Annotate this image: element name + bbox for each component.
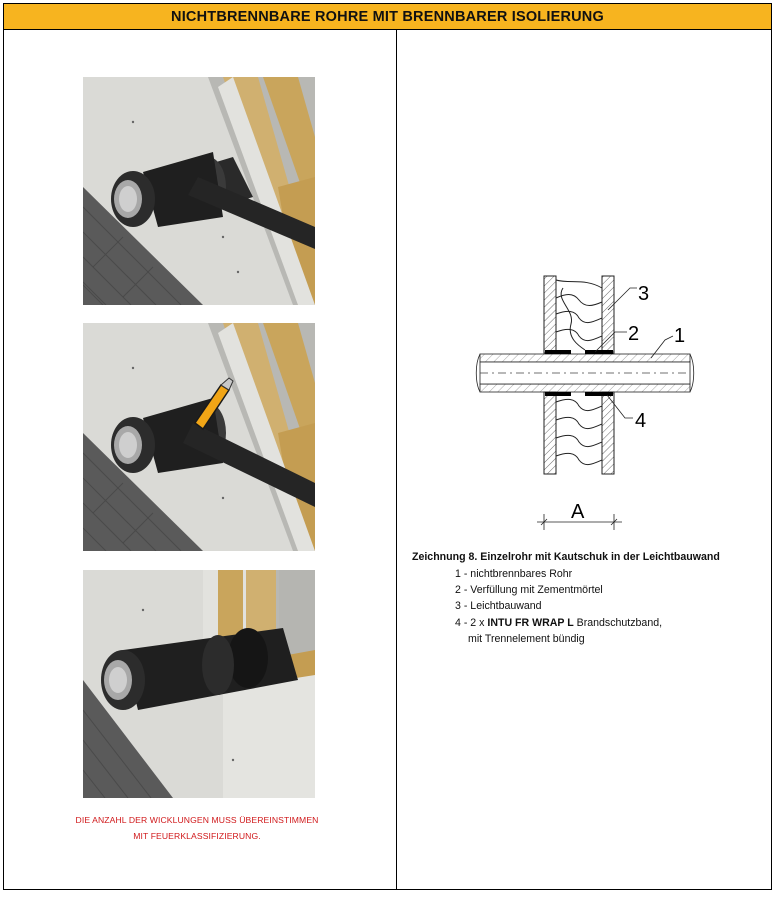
technical-drawing [475,270,715,540]
callout-4: 4 [635,410,647,432]
pipe-insulation-bottom [480,384,690,392]
insulation-bottom [556,399,602,464]
wrap-band-bottom-right [585,392,613,396]
wall-board-left-bottom [544,392,556,474]
callout-1: 1 [674,325,686,347]
pipe-insulation-top [480,354,690,362]
warning-note [30,812,364,844]
product-name: INTU FR WRAP L [487,616,574,629]
legend-item-4 [455,615,772,631]
dimension-label: A [571,501,585,523]
caption-title: Zeichnung 8. Einzelrohr mit Kautschuk in der Leichtbauwand [412,551,720,563]
legend-list [412,566,772,647]
photo-step-1 [83,77,315,305]
legend-item-4-continuation: mit Trennelement bündig [468,632,585,645]
drawing-caption [412,551,772,647]
warning-line-1: DIE ANZAHL DER WICKLUNGEN MUSS ÜBEREINSTIMMEN [75,815,319,825]
wrap-band-bottom-left [545,392,571,396]
column-divider [396,30,397,890]
legend-item-1: 1 - nichtbrennbares Rohr [455,568,573,580]
page-title: NICHTBRENNBARE ROHRE MIT BRENNBARER ISOLIERUNG [4,4,771,30]
wall-board-right-top [602,276,614,353]
photo-step-2 [83,323,315,551]
callout-3: 3 [638,283,650,305]
legend-item-4-suffix: Brandschutzband, [573,616,663,629]
legend-item-4-prefix: 4 - 2 x [455,616,488,629]
insulation-top [556,280,602,350]
wrap-band-top-right [585,350,613,354]
callout-2: 2 [628,323,640,345]
wall-board-left-top [544,276,556,353]
wrap-band-top-left [545,350,571,354]
photo-step-3 [83,570,315,798]
legend-item-2: 2 - Verfüllung mit Zementmörtel [455,584,603,597]
wall-board-right-bottom [602,392,614,474]
warning-line-2: MIT FEUERKLASSIFIZIERUNG. [133,831,261,841]
legend-item-3: 3 - Leichtbauwand [455,600,542,613]
